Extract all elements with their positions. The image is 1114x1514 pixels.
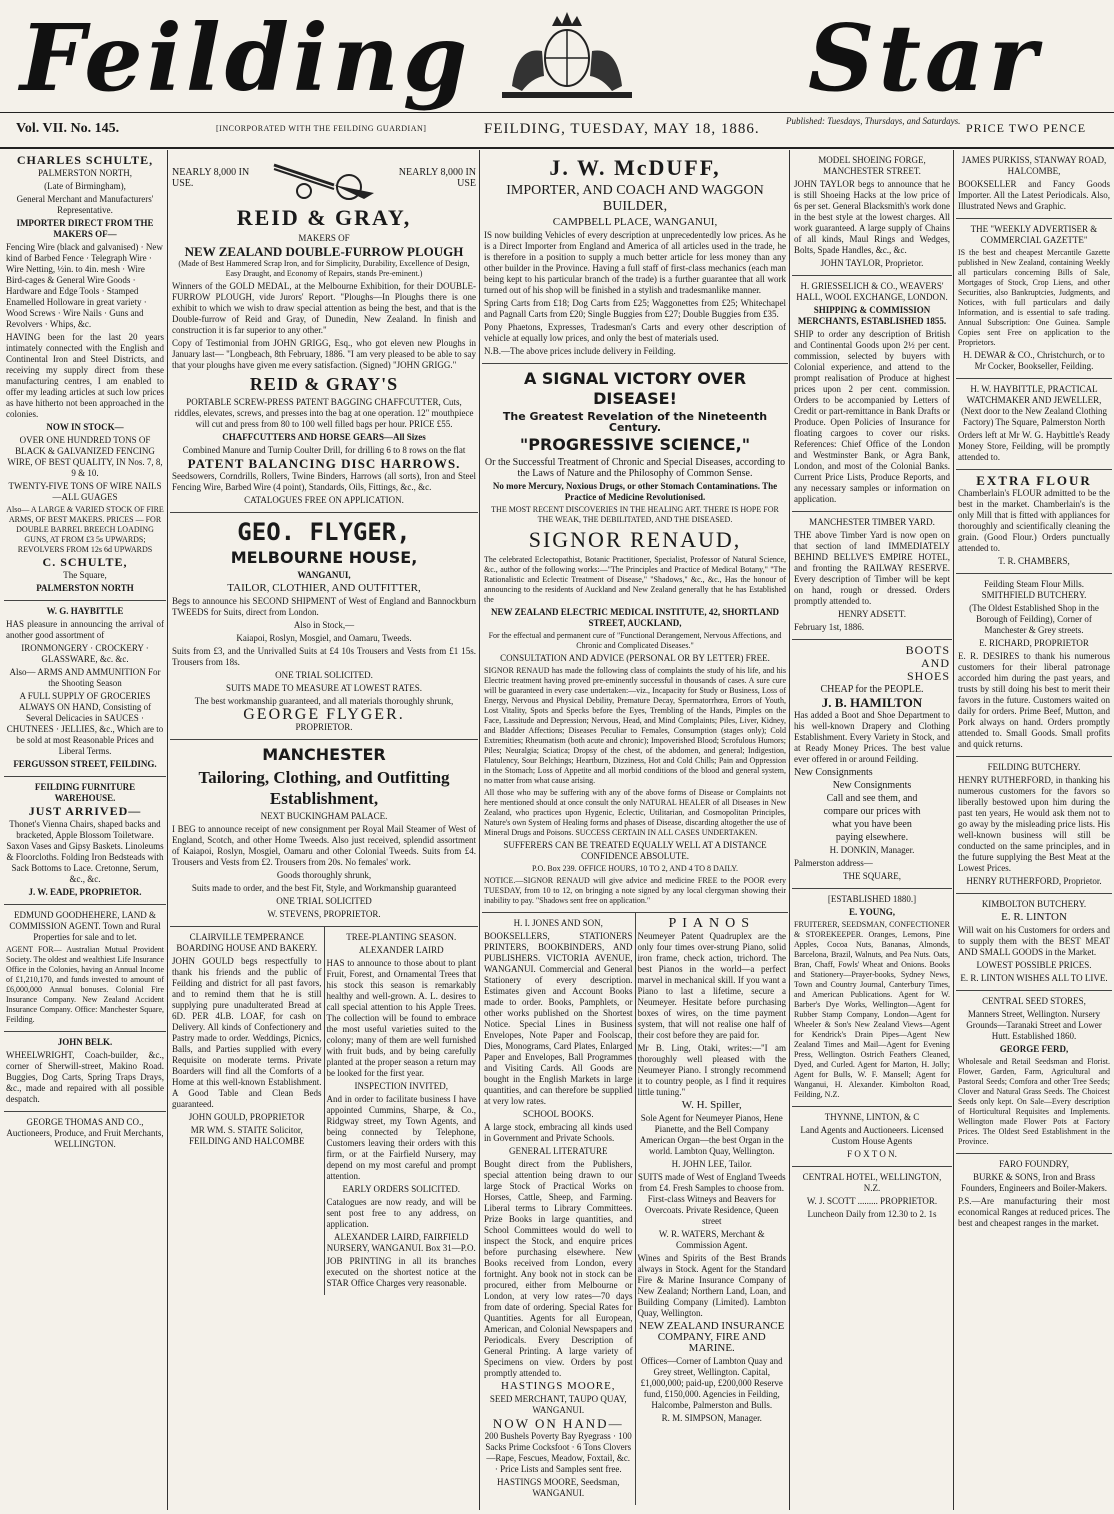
ad-subheading: NEW ZEALAND DOUBLE-FURROW PLOUGH bbox=[184, 244, 464, 259]
ad-heading: H. W. HAYBITTLE, PRACTICAL WATCHMAKER AND JEWELLER, (Next door to the New Zealand Clothing Factory) The Square, Palmerston North bbox=[961, 384, 1107, 427]
ad-text: CONSULTATION AND ADVICE (PERSONAL OR BY LETTER) FREE. bbox=[500, 653, 770, 663]
ad-text: PALMERSTON NORTH, bbox=[38, 168, 132, 178]
ad-text: Orders left at Mr W. G. Haybittle's Ready Money Store, Feilding, will be promptly attended to. bbox=[958, 430, 1110, 462]
griesselich-advert bbox=[792, 276, 952, 512]
ad-text: SUITS made of West of England Tweeds from £4. Fresh Samples to choose from. First-class Witneys and Beavers for Overcoats. Private Residence, Queen street bbox=[637, 1172, 786, 1226]
ad-signature: W. H. Spiller, bbox=[681, 1099, 742, 1111]
ad-text: THE SQUARE, bbox=[843, 871, 901, 881]
ad-text: SUITS MADE TO MEASURE AT LOWEST RATES. bbox=[225, 683, 423, 693]
schulte-advert bbox=[4, 150, 166, 601]
ad-text: HAS pleasure in announcing the arrival of another good assortment of bbox=[6, 619, 164, 640]
column-5 bbox=[956, 150, 1112, 1510]
ad-text: IS now building Vehicles of every description at unprecedentedly low prices. As he is a Direct Importer from England and America of all articles used in the trade, he is therefore in a position to supply a much better article for less money than any other builder in the Province. Having a full staff of first-class mechanics (each man being kept to his particular branch of the trade) is a further guarantee that all work turned out of his shop will be finished in a stylish and tradesmanlike manner. bbox=[484, 230, 786, 295]
ad-text: LOWEST POSSIBLE PRICES. bbox=[976, 960, 1092, 970]
column-rule bbox=[789, 150, 790, 1510]
ad-text: And in order to facilitate business I have appointed Cummins, Sharpe, & Co., Ridgway street, my Town Agents, and being connected by Telephone, Customers leaving their orders with this firm, or at the Fairfield Nursery, may depend on my most careful and prompt attention. bbox=[326, 1094, 476, 1181]
column-4 bbox=[792, 150, 952, 1510]
ad-text: what you have been bbox=[832, 819, 912, 830]
ad-text: CHAFFCUTTERS AND HORSE GEARS—All Sizes bbox=[222, 432, 426, 442]
ad-text: NEARLY 8,000 IN USE. bbox=[172, 167, 250, 189]
ad-text: Catalogues are now ready, and will be sent post free to any address, on application. bbox=[326, 1197, 476, 1229]
ad-subheading: NOW IN STOCK— bbox=[46, 422, 124, 432]
ad-text: IS the best and cheapest Mercantile Gazette published in New Zealand, containing Weekly all particulars concerning Bills of Sale, Mortgages of Stock, Crop Liens, and other Securities, also Bankruptcies, Judgments, and Notices, with full particulars and daily Information, and is essential to safe trading. Annual Subscription: One Guinea. Sample Copies sent Free on application to the Proprietors. bbox=[958, 248, 1110, 347]
ad-text: A large stock, embracing all kinds used in Government and Private Schools. bbox=[484, 1122, 633, 1143]
ad-text: P.S.—Are manufacturing their most economical Ranges at reduced prices. The best and cheapest ranges in the market. bbox=[958, 1196, 1110, 1228]
ad-text: [ESTABLISHED 1880.] bbox=[827, 894, 917, 904]
dateline bbox=[0, 112, 1114, 149]
ad-text: P.O. Box 239. OFFICE HOURS, 10 TO 2, AND 4 TO 8 DAILY. bbox=[531, 864, 739, 873]
ad-text: Also— ARMS AND AMMUNITION For the Shooting Season bbox=[9, 667, 161, 688]
ad-text: SIGNOR RENAUD has made the following class of complaints the study of his life, and his Electric treatment having proved pre-eminently successful in thousands of cases. A sure cure will be guaranteed in every case undertaken:—viz., Incapacity for Study or Business, Loss of Energy, Nervous and Physical Debility, Premature Decay, Spermatorrhœa, Errors of Youth, Lost Vitality, Spots and Specks before the Eyes, Trembling of the Hands, Pimples on the Face, Lassitude and Depression; Nervous, Head, and Mind Complaints; Piles, Liver, Kidney, and Bladder Affections; Diseases Peculiar to Females, Consumption (stages only); Cold Extremities; Rheumatism (both acute and chronic); Impoverished Blood; Scrofulous Humors; Piles; Neuralgia; Sciatica; Dropsy of the chest, of the abdomen, and general; Indigestion, Flatulency, Sour Belchings; Heartburn, Dizziness, Hot and Cold Chills; Pain and Oppression in the Stomach; Loss of Appetite and all morbid conditions of the blood and general system, no matter from what cause arising. bbox=[484, 666, 786, 785]
ad-text: OVER ONE HUNDRED TONS OF BLACK & GALVANIZED FENCING WIRE, OF BEST QUALITY, IN Nos. 7, 8, 9 & 10. bbox=[7, 435, 163, 478]
ad-text: BOOKSELLER and Fancy Goods Importer. All the Latest Periodicals. Also, Illustrated News and Graphic. bbox=[958, 179, 1110, 211]
ad-text: (Late of Birmingham), bbox=[44, 181, 126, 191]
ad-text: MR WM. S. STAITE Solicitor, FEILDING AND HALCOMBE bbox=[189, 1125, 305, 1146]
ad-heading: NEW ZEALAND INSURANCE COMPANY, FIRE AND MARINE. bbox=[639, 1320, 785, 1354]
weekly-advertiser-advert bbox=[956, 219, 1112, 379]
ad-heading: W. R. WATERS, Merchant & Commission Agent. bbox=[658, 1229, 765, 1250]
column-3 bbox=[482, 150, 788, 1510]
ad-subheading: IMPORTER, AND COACH AND WAGGON BUILDER, bbox=[506, 183, 764, 214]
belk-advert bbox=[4, 1032, 166, 1112]
ad-subheading: NOW ON HAND— bbox=[492, 1416, 624, 1431]
ad-text: Combined Manure and Turnip Coulter Drill, for drilling 6 to 8 rows on the flat bbox=[182, 445, 466, 455]
ad-text: AGENT FOR— Australian Mutual Provident Society. The oldest and wealthiest Life Insurance Office in the Colonies, having an Annual Income of £1,210,170, and funds invested to amount of £6,000,000 Annual bonuses. Colonial Fire Insurance Company. New Zealand Accident Insurance Company. Office: Manchester Square, Feilding. bbox=[6, 945, 164, 1024]
ad-text: CHEAP for the PEOPLE. bbox=[820, 684, 924, 695]
jones-advert bbox=[482, 913, 636, 1505]
ad-text: JOHN GOULD begs respectfully to thank his friends and the public of Feilding and district for all past favors, and to remind them that he is still supplying pure unadulterated Bread at 6D. PER 4LB. LOAF, for cash on Delivery. All kinds of Confectionery and Pastry made to order. Weddings, Picnics, Balls, and Parties supplied with every Requisite on moderate terms. Private Boarders will find all the Comforts of a Home at this well-known Establishment. A Good Table and Clean Beds guaranteed. bbox=[172, 956, 322, 1109]
ad-heading: KIMBOLTON BUTCHERY. bbox=[981, 899, 1087, 909]
ad-signature: JOHN GOULD, PROPRIETOR bbox=[188, 1112, 305, 1122]
ad-text: E. R. LINTON WISHES ALL TO LIVE. bbox=[960, 973, 1108, 983]
ad-subheading: MELBOURNE HOUSE, bbox=[230, 548, 418, 567]
ad-heading: REID & GRAY'S bbox=[249, 374, 399, 394]
ad-text: Also— A LARGE & VARIED STOCK OF FIRE ARMS, OF BEST MAKERS. PRICES — FOR DOUBLE BARREL BREECH LOADING GUNS, AT FROM £3 5s UPWARDS; REVOLVERS FROM 12s 6d UPWARDS bbox=[6, 505, 164, 554]
timber-advert bbox=[792, 512, 952, 640]
ad-text: PALMERSTON NORTH bbox=[36, 583, 134, 593]
ad-text: paying elsewhere. bbox=[835, 832, 909, 843]
ad-subheading: E. R. LINTON bbox=[1001, 911, 1067, 923]
bottom-split bbox=[170, 927, 478, 1295]
ad-subheading: SCHOOL BOOKS. bbox=[522, 1109, 594, 1119]
incorporated-note: [INCORPORATED WITH THE FEILDING GUARDIAN] bbox=[216, 124, 427, 133]
ad-text: Will wait on his Customers for orders and to supply them with the BEST MEAT AND SMALL GOODS in the Market. bbox=[958, 925, 1110, 957]
ad-text: SUFFERERS CAN BE TREATED EQUALLY WELL AT A DISTANCE CONFIDENCE ABSOLUTE. bbox=[503, 840, 767, 861]
ad-heading: E. YOUNG, bbox=[849, 907, 895, 917]
ad-text: PORTABLE SCREW-PRESS PATENT BAGGING CHAFFCUTTER, Cuts, riddles, elevates, screws, and presses into the bag at one operation. 12" mouthpiece will cut and press from 80 to 100 well filled bags per hour. PRICE £55. bbox=[174, 397, 474, 429]
ad-text: A FULL SUPPLY OF GROCERIES ALWAYS ON HAND, Consisting of Several Delicacies in SAUCES · CHUTNEES · JELLIES, &c., Which are to be sold at most Reasonable Prices and Liberal Terms. bbox=[6, 691, 164, 756]
plough-illustration-icon bbox=[264, 155, 384, 201]
masthead-title-left: Feilding bbox=[20, 4, 472, 112]
ad-text: Offices—Corner of Lambton Quay and Grey street, Wellington. Capital, £1,000,000; paid-up, £200,000 Reserve fund, £150,000. Agencies in Feilding, Halcombe, Palmerston and Bulls. bbox=[640, 1356, 783, 1410]
ad-text: Call and see them, and bbox=[826, 793, 918, 804]
ad-subheading: "PROGRESSIVE SCIENCE," bbox=[519, 435, 751, 454]
ad-text: No more Mercury, Noxious Drugs, or other Stomach Contaminations. The Practice of Medicine Revolutionised. bbox=[492, 481, 778, 502]
hamilton-advert bbox=[792, 640, 952, 889]
ad-text: Neumeyer Patent Quadruplex are the only four times over-strung Piano, solid iron frame, check action, trichord. The best Pianos in the world—a perfect marvel in mechanical skill. If you want a Piano to last a lifetime, secure a Neumeyer. Hesitate before purchasing boxes of wires, on the time payment system, that will not realise one half of their cost before they are paid for. bbox=[637, 931, 786, 1040]
foundry-advert bbox=[956, 1154, 1112, 1235]
royal-crest-icon bbox=[492, 6, 642, 102]
ad-heading: JAMES PURKISS, STANWAY ROAD, HALCOMBE, bbox=[961, 155, 1107, 176]
ad-subheading: IMPORTER DIRECT FROM THE MAKERS OF— bbox=[16, 218, 154, 239]
ad-text: Wines and Spirits of the Best Brands always in Stock. Agent for the Standard Fire & Marine Insurance Company of New Zealand; Northern Land, Loan, and Building Company (Limited). Lambton Quay, Wellington. bbox=[637, 1253, 786, 1318]
ad-text: Copy of Testimonial from JOHN GRIGG, Esq., who got eleven new Ploughs in January last— "Longbeach, 8th February, 1886. "I am very pleased to be able to say that your ploughs have given me every satisfaction. (Signed) "JOHN GRIGG." bbox=[172, 338, 476, 370]
column-rule bbox=[479, 150, 480, 1510]
ad-signature: R. M. SIMPSON, Manager. bbox=[661, 1413, 762, 1423]
feilding-butchery-advert bbox=[956, 757, 1112, 894]
ad-text: WHEELWRIGHT, Coach-builder, &c., corner of Sherwill-street, Makino Road. Buggies, Dog Carts, Spring Traps Drays, &c., made and repaired with all possible despatch. bbox=[6, 1050, 164, 1104]
ad-signature: GEORGE FLYGER. bbox=[243, 706, 405, 723]
purkiss-advert bbox=[956, 150, 1112, 219]
ad-text: CAMPBELL PLACE, WANGANUI, bbox=[552, 216, 718, 228]
ad-signature: HENRY ADSETT. bbox=[837, 609, 906, 619]
watchmaker-advert bbox=[956, 379, 1112, 470]
ad-text: Land Agents and Auctioneers. Licensed Custom House Agents bbox=[800, 1125, 944, 1146]
ad-text: FRUITERER, SEEDSMAN, CONFECTIONER & STOREKEEPER. Oranges, Lemons, Pine Apples, Cocoa Nuts, Bananas, Almonds, Barcelona, Brazil, Walnuts, and Pea Nuts. Oats, Bran, Chaff, Fowls' Wheat and Onions. Books and Stationery—Prayer-books, Sydney News, Town and Country Journal, Canterbury Times, and American Publications. Agent for W. Barber's Dye Works, Wellington—Agent for Rubber Stamp Company, London—Agent for Wheeler & Son's New Zealand Views—Agent for Kendrick's Drain Pipes—Agent New Zealand Times and Mail—Agent for Evening Press, Wellington. Ostrich Feathers Cleaned, Dyed, and Curled. Agent for Marton, H. Jolly; Agent for Bulls, W. F. Mansell; Agent for Wanganui, H. Alexander. Kimbolton Road, Feilding, N.Z. bbox=[794, 920, 950, 1099]
ad-signature: ALEXANDER LAIRD, FAIRFIELD NURSERY, WANGANUI. Box 31—P.O. bbox=[326, 1232, 476, 1253]
ad-text: Palmerston address— bbox=[794, 858, 873, 868]
ad-text: SHIP to order any description of British and Continental Goods upon 2½ per cent. commission, selected by buyers with Colonial experience, and attend to the prompt realisation of Produce at highest prices upon 2 per cent. commission. Orders to be accompanied by Letters of Credit or part-remittance in Bank Drafts or Produce. Open Policies of Insurance for floating cargoes to cover our risks. References: Chief Office of the London and Westminster Bank, or Agra Bank, London, and most of the Colonial Banks. Current Price Lists, Produce Reports, and any necessary samples or information on application. bbox=[794, 329, 950, 504]
thomas-advert bbox=[4, 1112, 166, 1156]
ad-heading: H. GRIESSELICH & CO., WEAVERS' HALL, WOOL EXCHANGE, LONDON. bbox=[796, 281, 948, 302]
ad-text: Pony Phaetons, Expresses, Tradesman's Carts and every other description of vehicle at equally low prices, and only the best of materials used. bbox=[484, 322, 786, 343]
ad-heading: BOOTS bbox=[905, 643, 950, 657]
smithfield-advert bbox=[956, 574, 1112, 757]
thynne-advert bbox=[792, 1107, 952, 1167]
ad-text: Suits made to order, and the best Fit, Style, and Workmanship guaranteed bbox=[191, 883, 457, 893]
ad-heading: GEO. FLYGER, bbox=[237, 518, 411, 546]
ad-text: TAILOR, CLOTHIER, AND OUTFITTER, bbox=[227, 582, 421, 594]
kimbolton-advert bbox=[956, 894, 1112, 991]
ad-text: EARLY ORDERS SOLICITED. bbox=[342, 1184, 460, 1194]
manchester-tailoring-advert bbox=[170, 740, 478, 927]
ad-heading: MANCHESTER bbox=[262, 745, 386, 764]
ad-heading: Feilding Steam Flour Mills. SMITHFIELD BUTCHERY. bbox=[981, 579, 1087, 600]
bottom-split bbox=[482, 913, 788, 1505]
ad-heading: A SIGNAL VICTORY OVER DISEASE! bbox=[523, 369, 747, 408]
ad-text: New Consignments bbox=[832, 780, 912, 791]
ad-text: SEED MERCHANT, TAUPO QUAY, WANGANUI. bbox=[489, 1394, 627, 1415]
price: PRICE TWO PENCE bbox=[966, 121, 1087, 135]
ad-heading: REID & GRAY, bbox=[236, 205, 412, 230]
ad-text: INSPECTION INVITED, bbox=[354, 1081, 448, 1091]
ad-text: The celebrated Eclectopathist, Botanic Practitioner, Specialist, Professor of Natural Science, &c., author of the following works:—"The Principles and Practice of Medical Botany," "The Rationalistic and Eclectic Treatment of Disease," "Shadows," &c., &c., Has the honour of announcing to the residents of Auckland and New Zealand generally that he has Established the bbox=[484, 555, 786, 604]
ad-signature: HASTINGS MOORE, Seedsman, WANGANUI. bbox=[497, 1477, 620, 1498]
flour-advert bbox=[956, 470, 1112, 574]
ad-text: JOHN TAYLOR begs to announce that he is still Shoeing Hacks at the low price of 6s per set. General Blacksmith's work done in the best style at the lowest charges. All work guaranteed. A large supply of Chains of all kinds, Maul Rings and Wedges, Bolts, Spade Handles, &c., &c. bbox=[794, 179, 950, 255]
ad-text: For the effectual and permanent cure of "Functional Derangement, Nervous Affections, and Chronic and Complicated Diseases." bbox=[488, 631, 782, 650]
ad-text: FERGUSSON STREET, FEILDING. bbox=[13, 759, 157, 769]
ad-heading: J. W. McDUFF, bbox=[549, 155, 721, 180]
ad-subheading: The Greatest Revelation of the Nineteenth Century. bbox=[502, 410, 768, 434]
renaud-advert bbox=[482, 364, 788, 913]
ad-heading: TREE-PLANTING SEASON. bbox=[346, 932, 457, 942]
ad-signature: J. W. EADE, PROPRIETOR. bbox=[28, 887, 142, 897]
ad-signature: HENRY RUTHERFORD, Proprietor. bbox=[966, 876, 1102, 886]
volume-number: Vol. VII. No. 145. bbox=[16, 121, 120, 136]
ad-text: NEW ZEALAND ELECTRIC MEDICAL INSTITUTE, 42, SHORTLAND STREET, AUCKLAND, bbox=[490, 607, 780, 628]
mcduff-advert bbox=[482, 150, 788, 364]
ad-text: February 1st, 1886. bbox=[794, 622, 864, 632]
ad-text: ONE TRIAL SOLICITED. bbox=[275, 670, 373, 680]
column-1 bbox=[4, 150, 166, 1510]
ad-text: Suits from £3, and the Unrivalled Suits at £4 10s Trousers and Vests from £1 15s. Trousers from 18s. bbox=[172, 646, 476, 667]
ad-text: TWENTY-FIVE TONS OF WIRE NAILS—ALL GUAGES bbox=[8, 481, 162, 502]
ad-text: BURKE & SONS, Iron and Brass Founders, Engineers and Boiler-Makers. bbox=[960, 1172, 1108, 1193]
ad-heading: EXTRA FLOUR bbox=[976, 473, 1092, 488]
ad-heading: CENTRAL SEED STORES, bbox=[982, 996, 1086, 1006]
flyger-advert bbox=[170, 513, 478, 740]
column-rule bbox=[167, 150, 168, 1510]
ad-subheading: SHIPPING & COMMISSION MERCHANTS, ESTABLISHED 1855. bbox=[797, 305, 947, 326]
ad-text: Mr B. Ling, Otaki, writes:—"I am thoroughly well pleased with the Neumeyer Piano. I strongly recommend it to country people, as I find it requires little tuning." bbox=[637, 1043, 786, 1097]
ad-text: W. J. SCOTT ......... PROPRIETOR. bbox=[806, 1196, 938, 1206]
ad-heading: PIANOS bbox=[668, 916, 756, 931]
ad-heading: GEORGE THOMAS AND CO., Auctioneers, Produce, and Fruit Merchants, WELLINGTON. bbox=[6, 1117, 164, 1149]
ad-text: H. DEWAR & CO., Christchurch, or to Mr Cocker, Bookseller, Feilding. bbox=[963, 350, 1105, 371]
ad-text: Sole Agent for Neumeyer Pianos, Hene Pianette, and the Bell Company American Organ—the best Organ in the world. Lambton Quay, Wellington. bbox=[639, 1113, 784, 1156]
ad-text: BOOKSELLERS, STATIONERS PRINTERS, BOOKBINDERS, AND PUBLISHERS. VICTORIA AVENUE, WANGANUI. Commercial and General Stationery of every description. Estimates given and Account Books made to order. Books, Pamphlets, or other works published on the Shortest Notice. Special Lines in Business Envelopes, Note Paper and Foolscap, Dies, Monograms, Card Plates, Enlarged Paper and Envelopes, Ball Programmes and Visiting Cards. All Goods are bought in the English Markets in large quantities, and can therefore be supplied at very low rates. bbox=[484, 931, 633, 1106]
ad-text: JOB PRINTING in all its branches executed on the shortest notice at the STAR Office Charges very reasonable. bbox=[326, 1256, 476, 1288]
ad-text: New Consignments bbox=[794, 767, 873, 778]
publication-note: Published: Tuesdays, Thursdays, and Saturdays. bbox=[786, 116, 961, 126]
ad-text: MAKERS OF bbox=[298, 233, 350, 243]
ad-text: Kaiapoi, Roslyn, Mosgiel, and Oamaru, Tweeds. bbox=[236, 633, 412, 643]
ad-text: (The Oldest Established Shop in the Borough of Feilding), Corner of Manchester & Grey streets. bbox=[969, 603, 1099, 635]
ad-subheading: ALEXANDER LAIRD bbox=[358, 945, 444, 955]
furniture-advert bbox=[4, 777, 166, 905]
ad-heading: FEILDING FURNITURE WAREHOUSE. bbox=[34, 782, 136, 803]
ad-heading: SHOES bbox=[906, 669, 950, 683]
ad-text: Spring Carts from £18; Dog Carts from £25; Waggonettes from £25; Whitechapel and Pagnall Carts from £20; Single Buggies from £27; Double Buggies from £35. bbox=[484, 298, 786, 319]
ad-text: E. R. DESIRES to thank his numerous customers for their liberal patronage accorded him during the past years, and trusts by still doing his best to merit their favors in the future. Customers waited on daily for orders. Prime Beef, Mutton, and Pork always on hand. Orders promptly attended to. Small Goods. Small profits and quick returns. bbox=[958, 651, 1110, 749]
ad-text: F O X T O N. bbox=[847, 1149, 897, 1159]
young-advert bbox=[792, 889, 952, 1107]
issue-date: FEILDING, TUESDAY, MAY 18, 1886. bbox=[484, 121, 760, 137]
ad-heading: THE "WEEKLY ADVERTISER & COMMERCIAL GAZETTE" bbox=[970, 224, 1098, 245]
ad-signature: JOHN TAYLOR, Proprietor. bbox=[820, 258, 924, 268]
tree-planting-advert bbox=[325, 927, 479, 1295]
ad-heading: W. G. HAYBITTLE bbox=[46, 606, 124, 616]
ad-heading: EDMUND GOODHEHERE, LAND & COMMISSION AGENT. Town and Rural Properties for sale and to let. bbox=[9, 910, 161, 942]
ad-text: THE MOST RECENT DISCOVERIES IN THE HEALING ART. THERE IS HOPE FOR THE WEAK, THE DEBILITATED, AND THE DISEASED. bbox=[491, 505, 779, 524]
clairville-advert bbox=[170, 927, 325, 1295]
ad-text: compare our prices with bbox=[823, 806, 921, 817]
ad-signature: C. SCHULTE, bbox=[42, 555, 128, 569]
column-2 bbox=[170, 150, 478, 1510]
haybittle-advert bbox=[4, 601, 166, 777]
ad-text: HENRY RUTHERFORD, in thanking his numerous customers for the favors so liberally bestowed upon him during the past ten years, He would ask them not to go away by the misleading price lists. His well-known business will still be conducted on the same principles, and in the future supplying the Best Meat at the Lowest Prices. bbox=[958, 775, 1110, 873]
ad-subheading: GENERAL LITERATURE bbox=[509, 1146, 608, 1156]
ad-text: I BEG to announce receipt of new consignment per Royal Mail Steamer of West of England, Scotch, and other Home Tweeds. Also just received, splendid assortment of Kaiapoi, Roslyn, Mosgiel, Oamaru and other Colonial Tweeds. Suits from £4. Trousers and Vests from £2. Trousers from 20s. No females' work. bbox=[172, 824, 476, 867]
central-seed-advert bbox=[956, 991, 1112, 1154]
ad-text: ONE TRIAL SOLICITED bbox=[276, 896, 372, 906]
ad-text: WANGANUI, bbox=[297, 570, 351, 580]
ad-text: THE above Timber Yard is now open on that section of land IMMEDIATELY BEHIND BELLVE'S EMPIRE HOTEL, and fronting the RAILWAY RESERVE. Every description of Timber will be kept on hand, rough or dressed. Orders promptly attended to. bbox=[794, 530, 950, 606]
ad-subheading: GEORGE FERD, bbox=[999, 1044, 1069, 1054]
goodhehere-advert bbox=[4, 905, 166, 1032]
ad-text: Begs to announce his SECOND SHIPMENT of West of England and Bannockburn TWEEDS for Suits, direct from London. bbox=[172, 596, 476, 617]
ad-text: The best workmanship guaranteed, and all materials thoroughly shrunk, bbox=[194, 696, 454, 706]
ad-heading: CLAIRVILLE TEMPERANCE BOARDING HOUSE AND BAKERY. bbox=[176, 932, 318, 953]
ad-text: Fencing Wire (black and galvanised) · New kind of Barbed Fence · Telegraph Wire · Wire Netting, ½in. to 4in. mesh · Wire Bird-cages & General Wire Goods · Hardware and Edge Tools · Stamped Enamelled Holloware in great variety · Wood Screws · Wire Nails · Guns and Revolvers · Whips, &c. bbox=[6, 242, 163, 329]
ad-heading: J. B. HAMILTON bbox=[821, 695, 923, 710]
ad-heading: CHARLES SCHULTE, bbox=[16, 153, 154, 167]
ad-text: Manners Street, Wellington. Nursery Grounds—Taranaki Street and Lower Hutt. Established 1860. bbox=[966, 1009, 1102, 1041]
masthead bbox=[0, 0, 1114, 118]
ad-heading: MODEL SHOEING FORGE, MANCHESTER STREET. bbox=[818, 155, 926, 176]
plough-banner bbox=[172, 153, 476, 203]
ad-heading: HASTINGS MOORE, bbox=[500, 1380, 616, 1392]
ad-text: NEXT BUCKINGHAM PALACE. bbox=[260, 811, 388, 821]
ad-subheading: Tailoring, Clothing, and Outfitting Establishment, bbox=[198, 768, 450, 808]
ad-text: Or the Successful Treatment of Chronic and Special Diseases, according to the Laws of Nature and the Philosophy of Common Sense. bbox=[484, 457, 786, 479]
ad-heading: THYNNE, LINTON, & C bbox=[824, 1112, 920, 1122]
pianos-advert bbox=[636, 913, 789, 1505]
ad-text: Also in Stock,— bbox=[293, 620, 355, 630]
ad-text: Thonet's Vienna Chairs, shaped backs and bracketed, Apple Blossom Toiletware. Saxon Vases and Gipsy Baskets. Linoleums & Floorcloths. Folding Iron Bedsteads with Sack Bottoms to Lace. Cretonne, Serum, &c., &c. bbox=[6, 819, 164, 884]
ad-text: Bought direct from the Publishers, special attention being drawn to our large Stock of Practical Works on Horses, Cattle, Sheep, and Farming. Liberal terms to Library Committees. Prize Books in large quantities, and School Committees would do well to inspect the Stock, and enquire prices before purchasing elsewhere. New Books received from London, every fortnight. Any book not in stock can be procured, either from Melbourne or London, at very low rates—70 days from date of ordering. Special Rates for Quantities. Agents for all European, American, and Colonial Newspapers and Periodicals. Every Description of General Printing. A large variety of Specimens on view. Orders by post promptly attended to. bbox=[484, 1159, 633, 1378]
column-rule bbox=[953, 150, 954, 1510]
masthead-title-right: Star bbox=[808, 4, 1042, 112]
ad-text: N.B.—The above prices include delivery in Feilding. bbox=[484, 346, 676, 356]
ad-text: All those who may be suffering with any of the above forms of Disease or Complaints not here mentioned should at once consult the only NATURAL HEALER of all Diseases in New Zealand, who practices upon Hygenic, Eclectic, Utilitarian, and Cosmopolitan Principles, Nature's own System of Healing forms and phases of Disease, discarding altogether the use of Mineral Drugs and Poisons. SUCCESS CERTAIN IN ALL CASES UNDERTAKEN. bbox=[484, 788, 786, 837]
ad-text: Wholesale and Retail Seedsman and Florist. Flower, Garden, Farm, Agricultural and Pastoral Seeds; Comfora and other Tree Seeds; Clover and Natural Grass Seeds. The Choicest Seeds only kept. On Sale—Every description of Horticultural Requisites and Implements. Wellington made Flower Pots at Factory Prices. The Oldest Seed Establishment in the Province. bbox=[958, 1057, 1110, 1146]
ad-subheading: PATENT BALANCING DISC HARROWS. bbox=[187, 456, 461, 471]
ad-heading: FARO FOUNDRY, bbox=[999, 1159, 1069, 1169]
ad-text: HAS to announce to those about to plant Fruit, Forest, and Ornamental Trees that his stock this season is remarkably healthy and well-grown. A. L. desires to call special attention to his Apple Trees. The collection will be found to embrace the most useful varieties suited to the colony; many of them are well furnished with fruit buds, and by being carefully planted at the proper season a return may be looked for the first year. bbox=[326, 958, 476, 1078]
ad-text: Has added a Boot and Shoe Department to his well-known Drapery and Clothing Establishment. Every Variety in Stock, and at Ready Money Prices. The best value ever offered in or around Feilding. bbox=[794, 710, 950, 764]
ad-subheading: JUST ARRIVED— bbox=[28, 804, 142, 818]
ad-text: 200 Bushels Poverty Bay Ryegrass · 100 Sacks Prime Cocksfoot · 6 Tons Clovers—Rape, Fescues, Meadow, Foxtail, &c. · Price Lists and Samples sent free. bbox=[484, 1431, 632, 1474]
ad-heading: JOHN BELK. bbox=[57, 1037, 113, 1047]
ad-text: (Made of Best Hammered Scrap Iron, and for Simplicity, Durability, Excellence of Design, Easy Draught, and Economy of Repairs, stands Pre-eminent.) bbox=[178, 259, 470, 278]
ad-heading: MANCHESTER TIMBER YARD. bbox=[809, 517, 935, 527]
ad-signature: H. DONKIN, Manager. bbox=[829, 845, 915, 855]
ad-heading: SIGNOR RENAUD, bbox=[528, 527, 742, 552]
ad-text: E. RICHARD, PROPRIETOR bbox=[979, 638, 1089, 648]
ad-text: The Square, bbox=[63, 570, 107, 580]
ad-text: General Merchant and Manufacturers' Representative. bbox=[16, 194, 154, 215]
central-hotel-advert bbox=[792, 1167, 952, 1226]
ad-heading: AND bbox=[921, 656, 950, 670]
ad-signature: W. STEVENS, PROPRIETOR. bbox=[267, 909, 381, 919]
ad-heading: CENTRAL HOTEL, WELLINGTON, N.Z. bbox=[802, 1172, 942, 1193]
ad-text: NEARLY 8,000 IN USE bbox=[398, 167, 476, 189]
ad-text: NOTICE.—SIGNOR RENAUD will give advice and medicine FREE to the POOR every TUESDAY, from 10 to 12, on bringing a note signed by any local clergyman showing their inability to pay. "Shadows sent free on application." bbox=[484, 876, 786, 905]
ad-text: Chamberlain's FLOUR admitted to be the best in the market. Chamberlain's is the only Mill that is fitted with appliances for thoroughly and scientifically cleaning the grain. (Good Flour.) Orders punctually attended to. bbox=[958, 488, 1110, 553]
ad-text: IRONMONGERY · CROCKERY · GLASSWARE, &c. &c. bbox=[21, 643, 149, 664]
ad-text: Winners of the GOLD MEDAL, at the Melbourne Exhibition, for their DOUBLE-FURROW PLOUGH, vide Jurors' Report. "Ploughs—In Ploughs there is one exhibit to which we wish to draw special attention as being the best, and that is the Double-furrow of Reid and Gray, of Dunedin, New Zealand. In finish and construction it is far superior to any other." bbox=[172, 281, 476, 335]
reid-gray-advert bbox=[170, 150, 478, 513]
ad-text: Seedsowers, Corndrills, Rollers, Twine Binders, Harrows (all sorts), Iron and Steel Fencing Wire, Barbed Wire (4 point), Standards, Oils, Fittings, &c., &c. bbox=[172, 471, 476, 492]
ad-heading: H. I. JONES AND SON, bbox=[513, 918, 603, 928]
ad-text: Luncheon Daily from 12.30 to 2. 1s bbox=[807, 1209, 937, 1219]
ad-text: HAVING been for the last 20 years intimately connected with the English and Continental Iron and Steel Districts, and receiving my supply direct from these manufacturing centres, I am enabled to offer my leading articles at such low prices as have hitherto not been approached in the colonies. bbox=[6, 332, 164, 419]
ad-text: CATALOGUES FREE ON APPLICATION. bbox=[244, 495, 404, 505]
ad-text: PROPRIETOR. bbox=[295, 722, 353, 732]
ad-text: Goods thoroughly shrunk, bbox=[276, 870, 372, 880]
forge-advert bbox=[792, 150, 952, 276]
ad-signature: T. R. CHAMBERS, bbox=[998, 556, 1070, 566]
ad-heading: FEILDING BUTCHERY. bbox=[987, 762, 1081, 772]
ad-heading: H. JOHN LEE, Tailor. bbox=[671, 1159, 752, 1169]
